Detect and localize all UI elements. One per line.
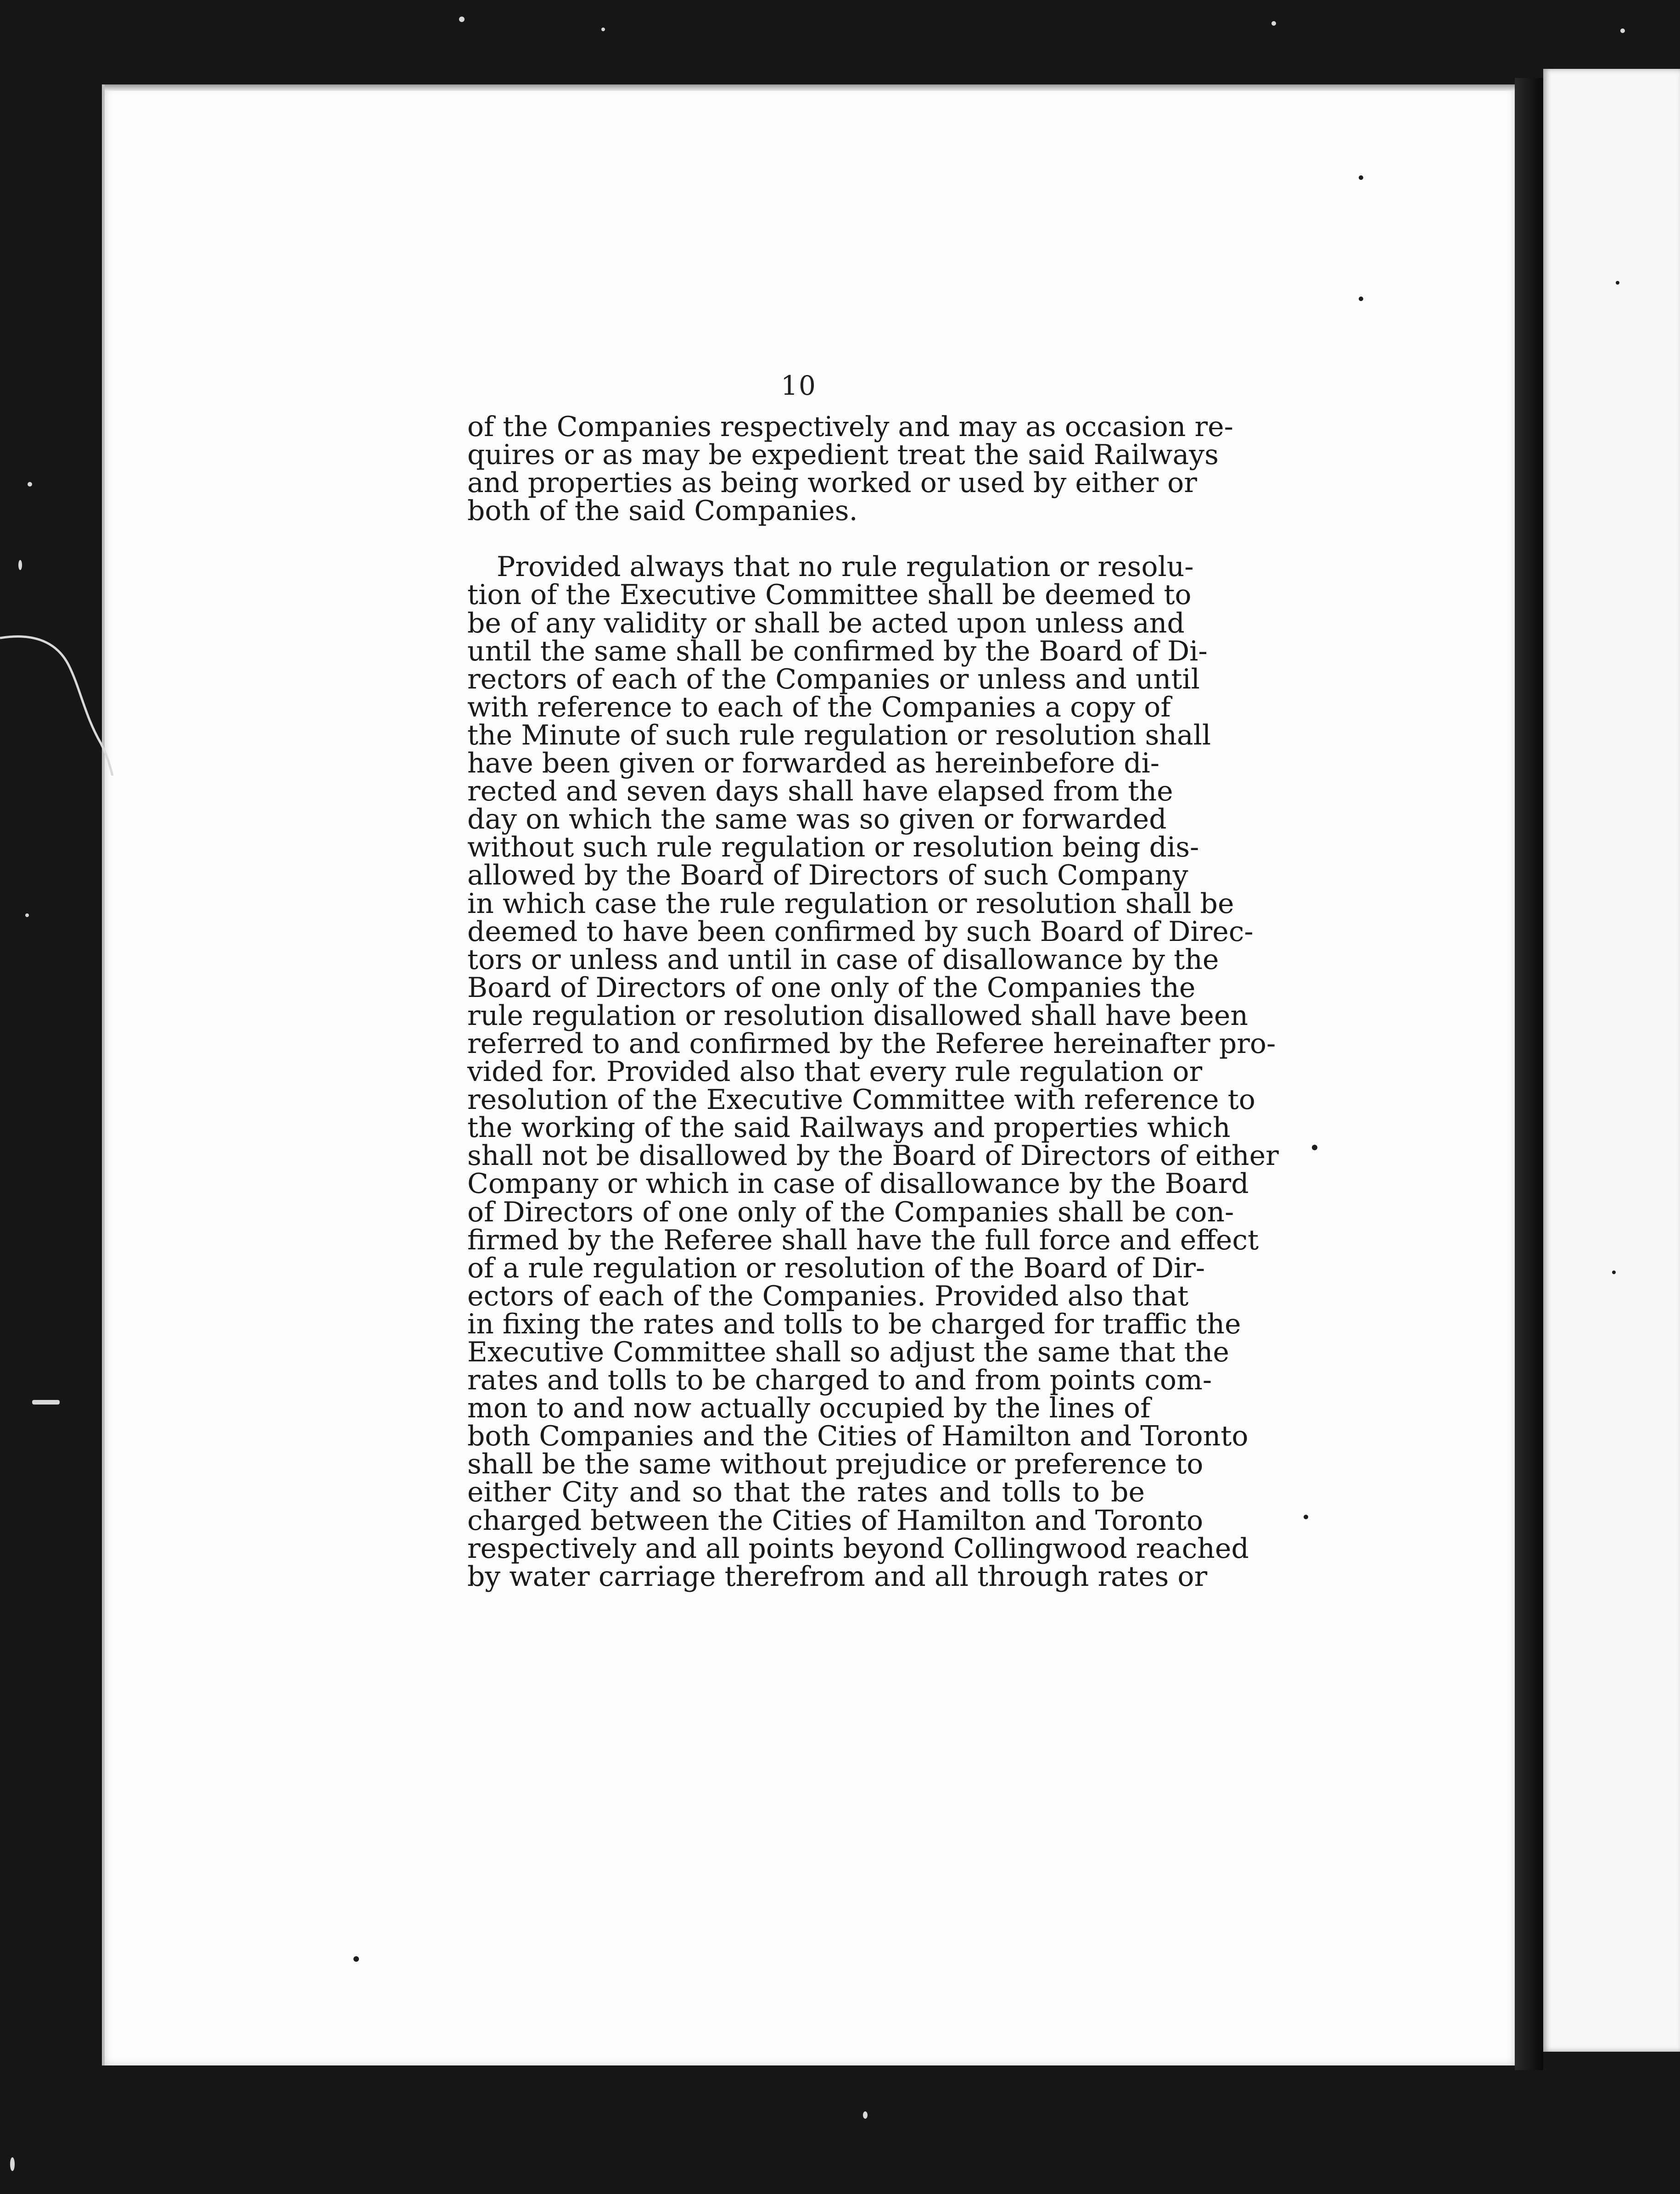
- scan-fiber-artifact: [0, 629, 119, 776]
- text-line: in fixing the rates and tolls to be charged for traffic the: [467, 1308, 1241, 1340]
- text-line: have been given or forwarded as hereinbefore di-: [467, 747, 1160, 780]
- dust-speck: [28, 482, 32, 487]
- dust-speck: [25, 913, 29, 917]
- text-line: both Companies and the Cities of Hamilton and Toronto: [467, 1420, 1249, 1453]
- text-line: respectively and all points beyond Collingwood reached: [467, 1532, 1249, 1565]
- dust-speck: [1359, 297, 1363, 301]
- text-line: until the same shall be confirmed by the Board of Di-: [467, 635, 1208, 667]
- text-line: rected and seven days shall have elapsed from the: [467, 775, 1173, 808]
- page-top-edge: [105, 84, 1515, 91]
- text-line: Provided always that no rule regulation or resolu-: [497, 551, 1194, 583]
- text-line: without such rule regulation or resolution being dis-: [467, 831, 1199, 864]
- text-line: tion of the Executive Committee shall be deemed to: [467, 579, 1192, 611]
- text-line: vided for. Provided also that every rule regulation or: [467, 1056, 1203, 1088]
- text-line: in which case the rule regulation or resolution shall be: [467, 887, 1234, 920]
- text-line: the working of the said Railways and properties which: [467, 1112, 1231, 1144]
- dust-speck: [32, 1400, 60, 1405]
- text-line: tors or unless and until in case of disallowance by the: [467, 943, 1219, 976]
- facing-page-edge: [1543, 69, 1680, 2052]
- dust-speck: [459, 17, 465, 22]
- text-line: be of any validity or shall be acted upon unless and: [467, 607, 1185, 639]
- text-line: of a rule regulation or resolution of the Board of Dir-: [467, 1252, 1205, 1284]
- text-line: Board of Directors of one only of the Companies the: [467, 971, 1196, 1004]
- text-line: deemed to have been confirmed by such Board of Direc-: [467, 915, 1254, 948]
- page-number: 10: [781, 370, 817, 401]
- text-line: Company or which in case of disallowance by the Board: [467, 1168, 1249, 1200]
- text-line: both of the said Companies.: [467, 495, 858, 527]
- dust-speck: [1312, 1145, 1317, 1150]
- paragraph: [467, 411, 1233, 527]
- text-line: either City and so that the rates and tolls to be: [467, 1476, 1145, 1509]
- paragraph: [467, 551, 1279, 1593]
- dust-speck: [1612, 1271, 1616, 1274]
- text-line: shall be the same without prejudice or preference to: [467, 1448, 1204, 1481]
- text-line: and properties as being worked or used by either or: [467, 467, 1197, 499]
- dust-speck: [863, 2111, 868, 2119]
- text-line: the Minute of such rule regulation or resolution shall: [467, 719, 1211, 751]
- dust-speck: [1304, 1515, 1308, 1519]
- text-line: referred to and confirmed by the Referee hereinafter pro-: [467, 1027, 1276, 1060]
- text-line: ectors of each of the Companies. Provided also that: [467, 1280, 1189, 1312]
- text-line: mon to and now actually occupied by the lines of: [467, 1392, 1151, 1425]
- text-line: quires or as may be expedient treat the said Railways: [467, 439, 1219, 471]
- text-line: rates and tolls to be charged to and from points com-: [467, 1364, 1212, 1397]
- dust-speck: [18, 560, 22, 570]
- text-line: firmed by the Referee shall have the full force and effect: [467, 1224, 1259, 1256]
- text-line: shall not be disallowed by the Board of Directors of either: [467, 1140, 1279, 1172]
- text-line: of the Companies respectively and may as occasion re-: [467, 411, 1233, 443]
- dust-speck: [1359, 175, 1363, 180]
- text-line: allowed by the Board of Directors of such Company: [467, 859, 1188, 892]
- dust-speck: [1271, 21, 1276, 26]
- text-line: day on which the same was so given or forwarded: [467, 803, 1167, 836]
- dust-speck: [1616, 281, 1619, 285]
- dust-speck: [353, 1956, 359, 1962]
- text-line: by water carriage therefrom and all through rates or: [467, 1560, 1208, 1593]
- text-line: charged between the Cities of Hamilton and Toronto: [467, 1504, 1204, 1537]
- book-gutter: [1515, 78, 1543, 2070]
- text-line: Executive Committee shall so adjust the same that the: [467, 1336, 1229, 1368]
- text-line: rule regulation or resolution disallowed shall have been: [467, 999, 1249, 1032]
- text-line: resolution of the Executive Committee with reference to: [467, 1084, 1255, 1116]
- dust-speck: [601, 28, 605, 31]
- dust-speck: [1620, 28, 1625, 33]
- text-line: of Directors of one only of the Companies shall be con-: [467, 1196, 1234, 1228]
- text-line: with reference to each of the Companies a copy of: [467, 691, 1171, 723]
- body-text: [467, 411, 1279, 1593]
- dust-speck: [10, 2157, 15, 2171]
- text-line: rectors of each of the Companies or unless and until: [467, 663, 1200, 695]
